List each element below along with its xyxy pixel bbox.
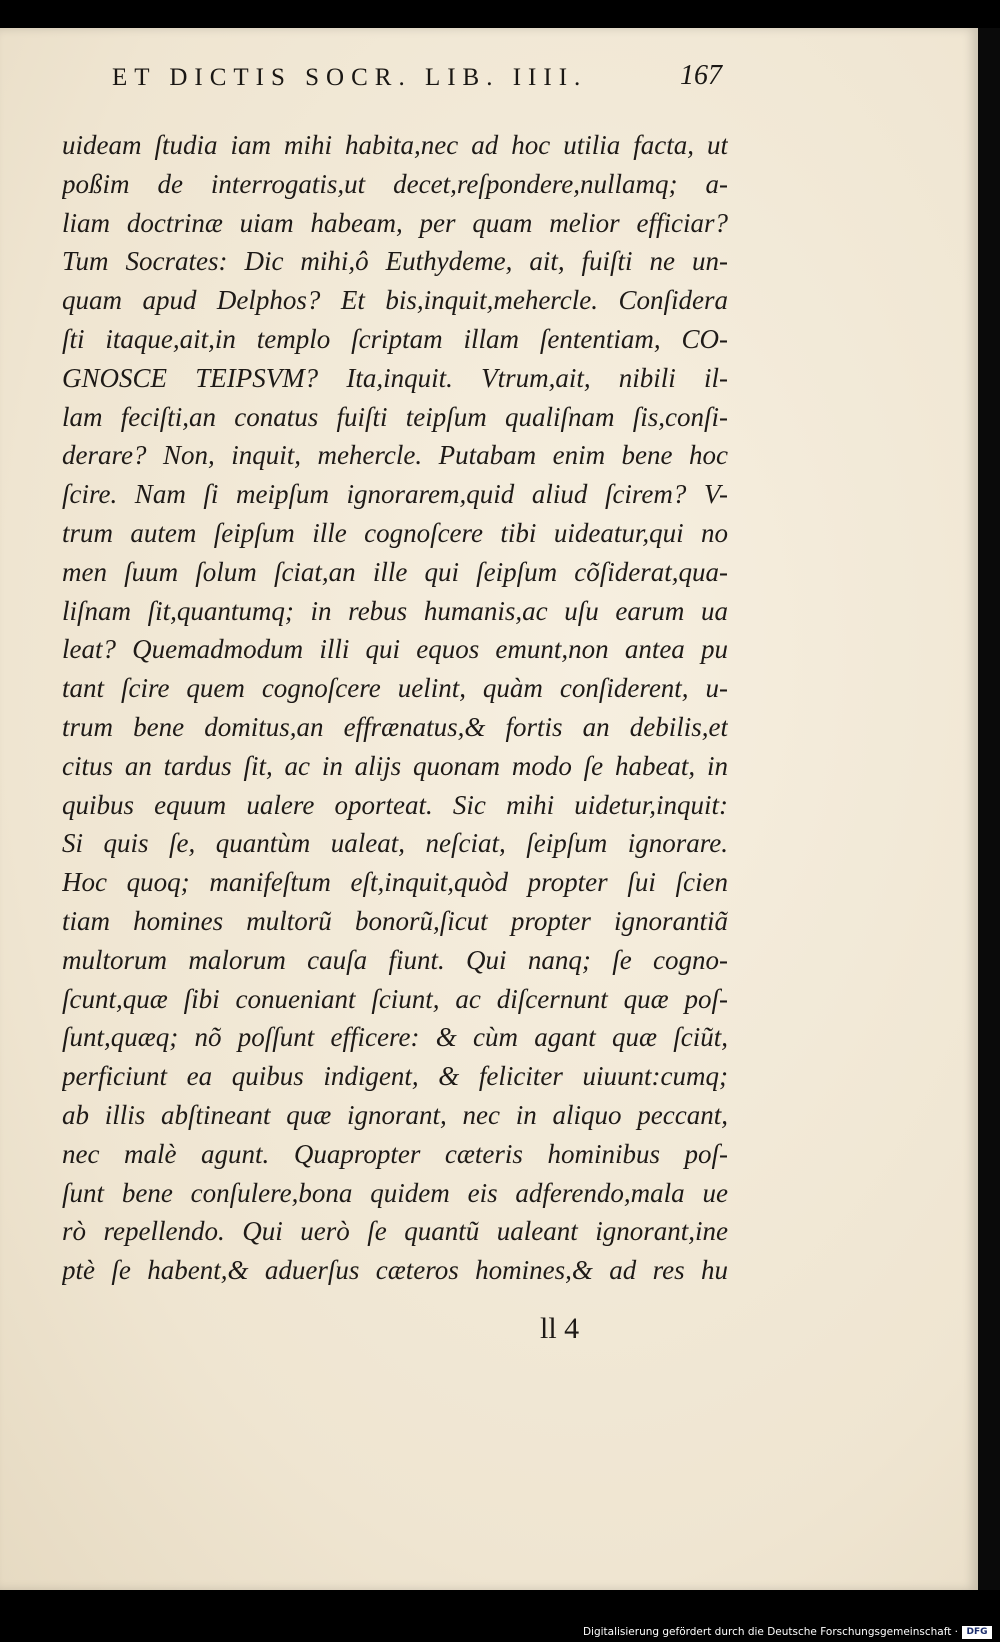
text-line: ſcunt,quæ ſibi conueniant ſciunt, ac diſcernunt quæ poſ- bbox=[62, 983, 728, 1014]
running-head bbox=[112, 62, 722, 102]
text-line: Si quis ſe, quantùm ualeat, neſciat, ſeipſum ignorare. bbox=[62, 828, 728, 859]
page-edge-shadow bbox=[978, 28, 1000, 1590]
text-line: trum bene domitus,an effrænatus,& fortis an debilis,et bbox=[62, 711, 728, 742]
text-line: uideam ſtudia iam mihi habita,nec ad hoc utilia facta, ut bbox=[62, 130, 728, 160]
text-line: derare? Non, inquit, mehercle. Putabam enim bene hoc bbox=[62, 440, 728, 471]
text-line: GNOSCE TEIPSVM? Ita,inquit. Vtrum,ait, nibili il- bbox=[62, 362, 728, 393]
dfg-logo: DFG bbox=[962, 1626, 992, 1639]
page-number: 167 bbox=[680, 60, 722, 91]
text-line: ſunt,quæq; nõ poſſunt efficere: & cùm agant quæ ſciũt, bbox=[62, 1022, 728, 1053]
text-line: ab illis abſtineant quæ ignorant, nec in aliquo peccant, bbox=[62, 1099, 728, 1130]
text-line: tiam homines multorũ bonorũ,ſicut propter ignorantiã bbox=[62, 905, 728, 936]
text-line: perficiunt ea quibus indigent, & feliciter uiuunt:cumq; bbox=[62, 1061, 728, 1092]
text-line: liſnam ſit,quantumq; in rebus humanis,ac uſu earum ua bbox=[62, 595, 728, 626]
text-line: leat? Quemadmodum illi qui equos emunt,non antea pu bbox=[62, 634, 728, 665]
text-line: trum autem ſeipſum ille cognoſcere tibi uideatur,qui no bbox=[62, 517, 728, 548]
text-line: liam doctrinæ uiam habeam, per quam melior efficiar? bbox=[62, 207, 728, 238]
text-line: multorum malorum cauſa fiunt. Qui nanq; ſe cogno- bbox=[62, 944, 728, 975]
text-line: Tum Socrates: Dic mihi,ô Euthydeme, ait, fuiſti ne un- bbox=[62, 246, 728, 277]
text-line: lam feciſti,an conatus fuiſti teipſum qualiſnam ſis,conſi- bbox=[62, 401, 728, 432]
text-line: ſunt bene conſulere,bona quidem eis adferendo,mala ue bbox=[62, 1177, 728, 1208]
running-head-title: ET DICTIS SOCR. LIB. IIII. bbox=[112, 64, 588, 91]
text-line: rò repellendo. Qui uerò ſe quantũ ualeant ignorant,ine bbox=[62, 1216, 728, 1247]
text-line: ptè ſe habent,& aduerſus cæteros homines,& ad res hu bbox=[62, 1255, 728, 1286]
digitization-footer bbox=[0, 1624, 1000, 1642]
text-line: tant ſcire quem cognoſcere uelint, quàm conſiderent, u- bbox=[62, 673, 728, 704]
body-text bbox=[62, 126, 728, 1290]
text-line: poßim de interrogatis,ut decet,reſpondere,nullamq; a- bbox=[62, 168, 728, 199]
text-line: Hoc quoq; manifeſtum eſt,inquit,quòd propter ſui ſcien bbox=[62, 867, 728, 898]
signature-mark: ll 4 bbox=[540, 1312, 580, 1345]
text-line: ſti itaque,ait,in templo ſcriptam illam ſententiam, CO- bbox=[62, 323, 728, 354]
funding-credit: Digitalisierung gefördert durch die Deutsche Forschungsgemeinschaft · bbox=[582, 1626, 958, 1638]
text-line: nec malè agunt. Quapropter cæteris hominibus poſ- bbox=[62, 1138, 728, 1169]
text-line: quam apud Delphos? Et bis,inquit,mehercle. Conſidera bbox=[62, 285, 728, 316]
text-line: quibus equum ualere oporteat. Sic mihi uidetur,inquit: bbox=[62, 789, 728, 820]
text-line: citus an tardus ſit, ac in alijs quonam modo ſe habeat, in bbox=[62, 750, 728, 781]
text-line: ſcire. Nam ſi meipſum ignorarem,quid aliud ſcirem? V- bbox=[62, 479, 728, 510]
text-line: men ſuum ſolum ſciat,an ille qui ſeipſum cõſiderat,qua- bbox=[62, 556, 728, 587]
